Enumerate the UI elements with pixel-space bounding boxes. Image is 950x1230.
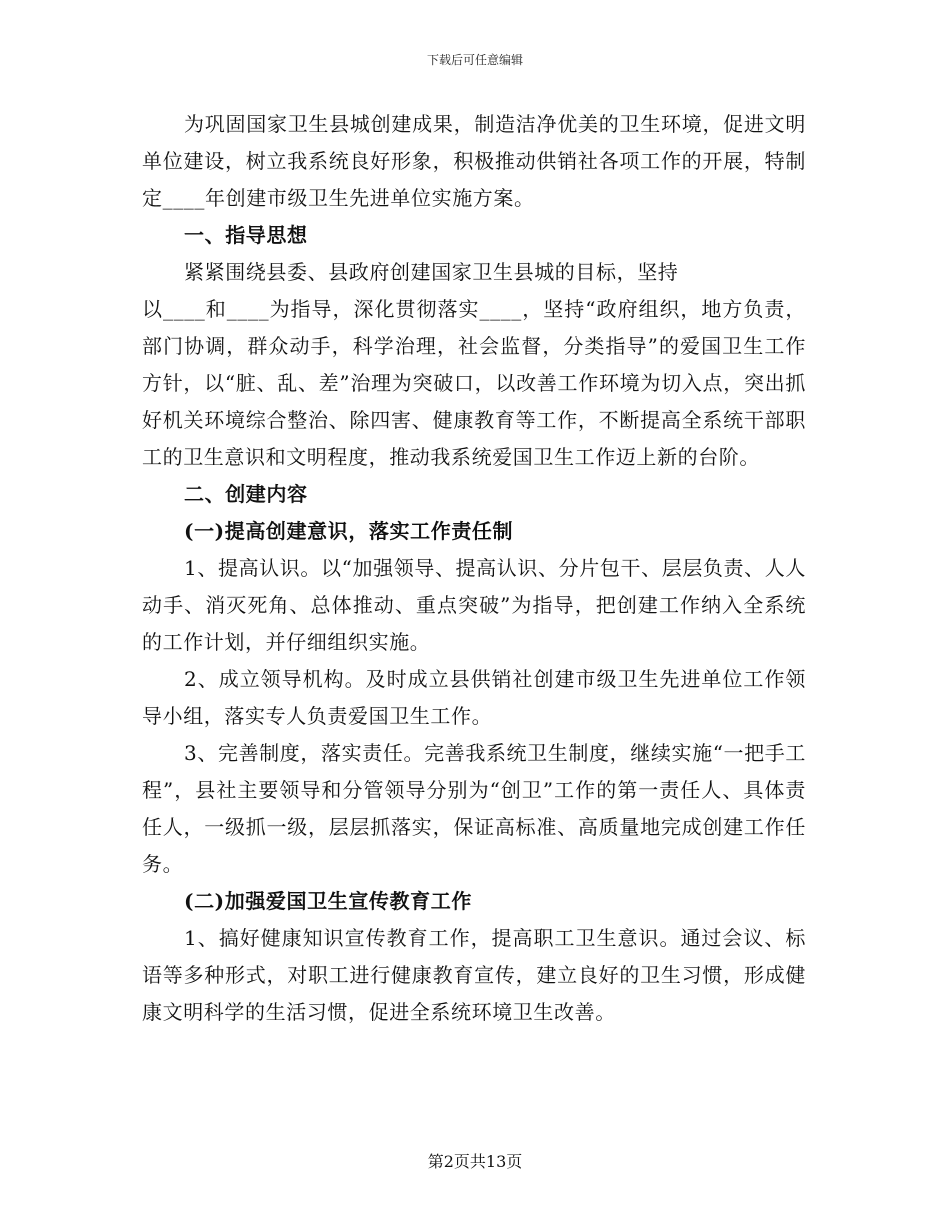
subsection-heading-awareness: (一)提高创建意识，落实工作责任制: [184, 519, 514, 543]
section-heading-content: 二、创建内容: [184, 482, 308, 506]
guideline-paragraph-line1: 紧紧围绕县委、县政府创建国家卫生县城的目标，坚持: [184, 260, 679, 284]
page-footer: 第2页共13页: [427, 1152, 523, 1171]
item-paragraph-1-1: 1、提高认识。以“加强领导、提高认识、分片包干、层层负责、人人动手、消灭死角、总体推动、重点突破”为指导，把创建工作纳入全系统的工作计划，并仔细组织实施。: [142, 556, 806, 654]
intro-paragraph: 为巩固国家卫生县城创建成果，制造洁净优美的卫生环境，促进文明单位建设，树立我系统良好形象，积极推动供销社各项工作的开展，特制定____年创建市级卫生先进单位实施方案。: [142, 112, 806, 210]
item-paragraph-1-3: 3、完善制度，落实责任。完善我系统卫生制度，继续实施“一把手工程”，县社主要领导和分管领导分别为“创卫”工作的第一责任人、具体责任人，一级抓一级，层层抓落实，保证高标准、高质量地完成创建工作任务。: [142, 741, 806, 876]
guideline-paragraph: 以____和____为指导，深化贯彻落实____，坚持“政府组织，地方负责，部门协调，群众动手，科学治理，社会监督，分类指导”的爱国卫生工作方针，以“脏、乱、差”治理为突破口，以改善工作环境为切入点，突出抓好机关环境综合整治、除四害、健康教育等工作，不断提高全系统干部职工的卫生意识和文明程度，推动我系统爱国卫生工作迈上新的台阶。: [142, 297, 806, 469]
item-paragraph-1-2: 2、成立领导机构。及时成立县供销社创建市级卫生先进单位工作领导小组，落实专人负责爱国卫生工作。: [142, 667, 806, 728]
subsection-heading-education: (二)加强爱国卫生宣传教育工作: [184, 889, 472, 913]
section-heading-guiding-ideology: 一、指导思想: [184, 223, 308, 247]
item-paragraph-2-1: 1、搞好健康知识宣传教育工作，提高职工卫生意识。通过会议、标语等多种形式，对职工进行健康教育宣传，建立良好的卫生习惯，形成健康文明科学的生活习惯，促进全系统环境卫生改善。: [142, 926, 806, 1024]
page-header: 下载后可任意编辑: [426, 53, 523, 67]
document-body: [142, 106, 806, 1031]
